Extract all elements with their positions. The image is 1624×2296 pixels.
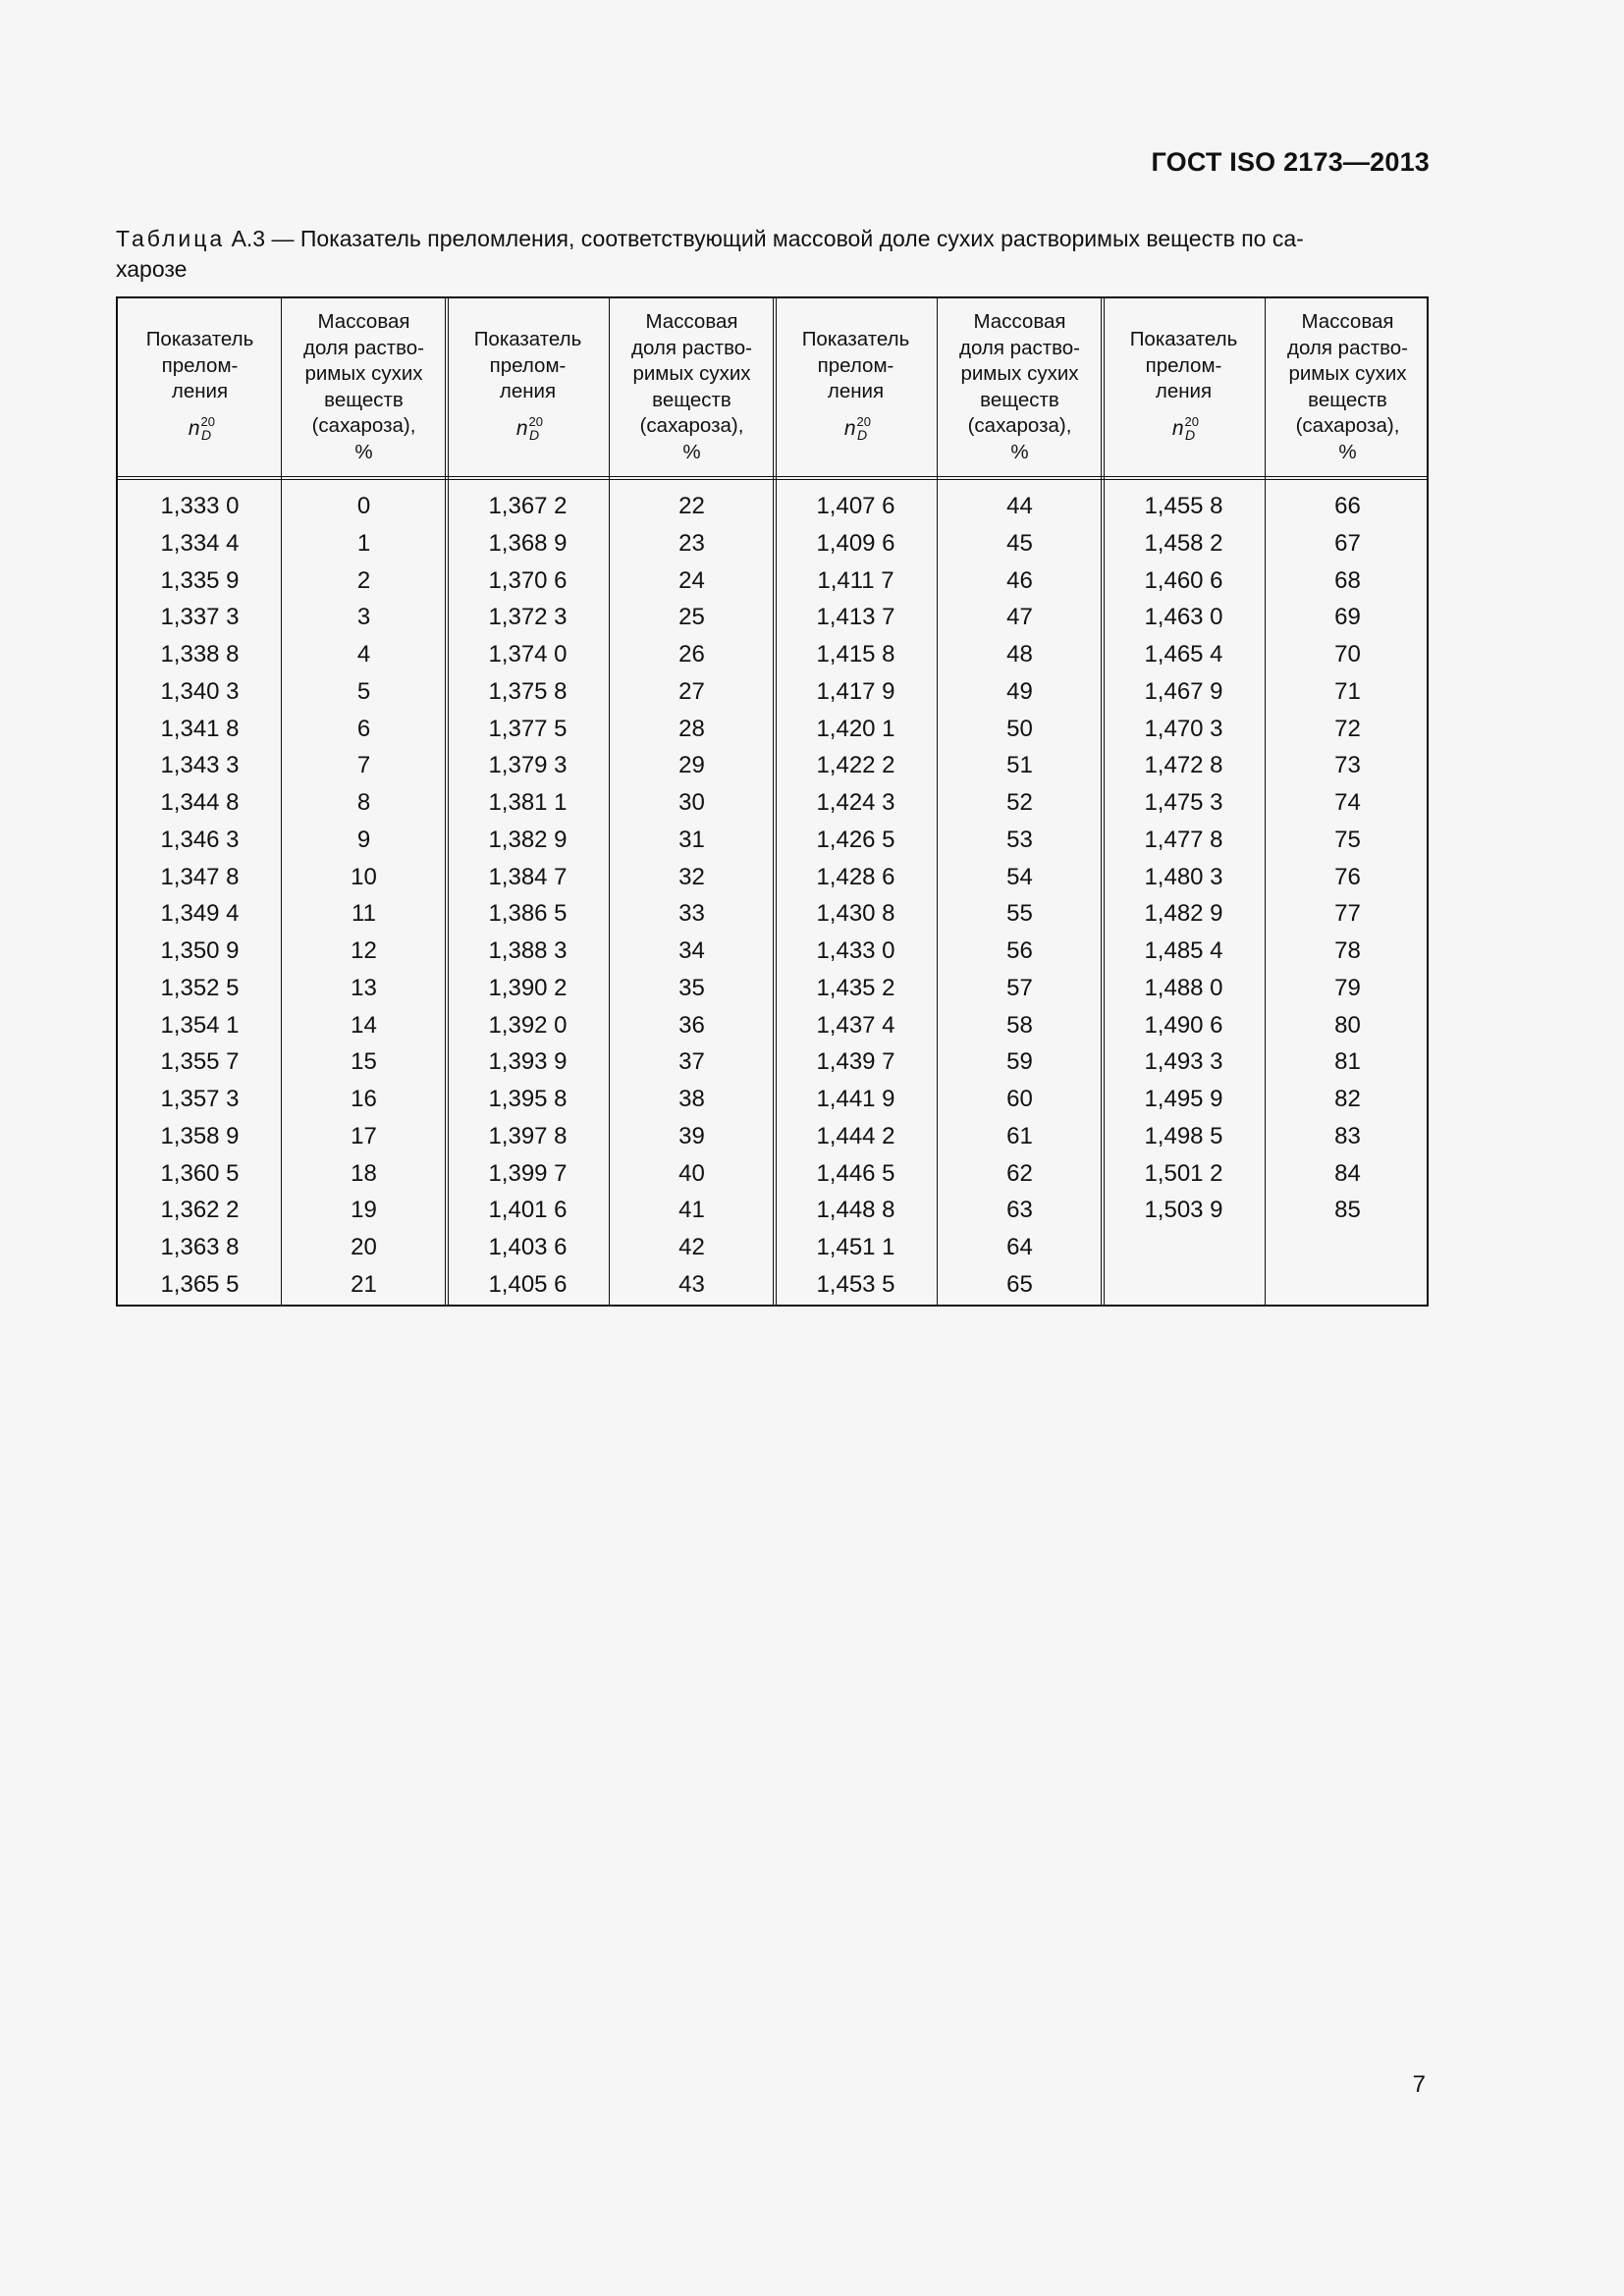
table-cell: 26: [678, 641, 705, 667]
table-cell: 1,367 2: [488, 493, 568, 519]
table-cell: 39: [678, 1122, 705, 1149]
symbol-subscript: D: [529, 426, 540, 443]
table-cell: 1,340 3: [160, 677, 240, 705]
header-line: %: [1338, 440, 1357, 463]
table-cell: 1,472 8: [1144, 752, 1223, 779]
table-cell: 4: [356, 641, 371, 667]
table-cell: 1,441 9: [816, 1086, 895, 1112]
column-mass-fraction: [1266, 488, 1430, 1229]
table-cell: 1,467 9: [1144, 677, 1223, 705]
table-cell: 1,426 5: [816, 826, 895, 853]
symbol-superscript: 20: [856, 413, 872, 429]
table-cell: 83: [1334, 1122, 1361, 1149]
header-line: доля раство-: [303, 336, 424, 359]
table-cell: 1,368 9: [488, 529, 568, 557]
table-cell: 27: [678, 677, 705, 705]
table-cell: 18: [351, 1159, 377, 1187]
table-cell: 54: [1006, 863, 1033, 890]
table-cell: 1,349 4: [160, 900, 240, 928]
table-cell: 65: [1006, 1270, 1033, 1298]
table-cell: 16: [351, 1086, 377, 1112]
refractive-index-symbol: [1171, 409, 1200, 449]
table-cell: 35: [678, 974, 705, 1001]
table-cell: 24: [678, 566, 705, 594]
header-line: веществ: [1308, 388, 1387, 411]
table-cell: 58: [1006, 1011, 1033, 1039]
table-cell: 75: [1334, 826, 1361, 853]
symbol-letter: n: [188, 416, 200, 440]
header-line: прелом-: [817, 353, 894, 377]
column-mass-fraction: [938, 488, 1102, 1304]
table-cell: 1,475 3: [1144, 789, 1223, 816]
header-line: веществ: [980, 388, 1059, 411]
table-cell: 79: [1334, 974, 1361, 1001]
table-cell: 1,379 3: [488, 752, 568, 779]
table-cell: 14: [351, 1011, 377, 1039]
table-cell: 1,372 3: [488, 604, 568, 631]
header-line: ления: [171, 380, 229, 402]
table-cell: 1,334 4: [160, 529, 240, 557]
header-line: %: [1010, 440, 1029, 463]
table-cell: 56: [1006, 937, 1033, 964]
table-cell: 23: [678, 529, 705, 557]
symbol-subscript: D: [1185, 426, 1196, 443]
table-cell: 47: [1006, 604, 1033, 631]
table-cell: 38: [678, 1086, 705, 1112]
table-cell: 3: [356, 604, 371, 631]
table-cell: 1,370 6: [488, 566, 568, 594]
column-mass-fraction: [610, 488, 774, 1304]
header-line: %: [682, 440, 701, 463]
table-cell: 12: [351, 937, 377, 964]
table-cell: 80: [1334, 1011, 1361, 1039]
symbol-subscript: D: [857, 426, 868, 443]
table-cell: 1,337 3: [160, 604, 240, 631]
table-cell: 1: [356, 529, 371, 557]
table-cell: 13: [351, 974, 377, 1001]
table-cell: 0: [356, 493, 371, 519]
table-cell: 1,470 3: [1144, 715, 1223, 742]
table-cell: 73: [1334, 752, 1361, 779]
column-refractive-index: [1102, 488, 1266, 1229]
table-cell: 1,335 9: [160, 566, 240, 594]
table-cell: 64: [1006, 1234, 1033, 1260]
table-cell: 77: [1334, 900, 1361, 928]
symbol-subscript: D: [201, 426, 212, 443]
table-cell: 1,458 2: [1144, 529, 1223, 557]
table-cell: 1,428 6: [816, 863, 895, 890]
header-line: Показатель: [1129, 328, 1238, 350]
table-cell: 67: [1334, 529, 1361, 557]
header-line: римых сухих: [632, 362, 751, 385]
table-cell: 9: [356, 826, 371, 853]
header-refractive-index: [1102, 298, 1266, 476]
header-refractive-index: [118, 298, 282, 476]
table-cell: 1,407 6: [816, 493, 895, 519]
header-line: (сахароза),: [967, 414, 1072, 437]
table-cell: 1,354 1: [160, 1011, 240, 1039]
header-line: Показатель: [145, 328, 254, 350]
table-cell: 61: [1006, 1122, 1033, 1149]
table-cell: 22: [678, 493, 705, 519]
table-cell: 49: [1006, 677, 1033, 705]
table-cell: 29: [678, 752, 705, 779]
table-cell: 1,437 4: [816, 1011, 895, 1039]
header-line: (сахароза),: [311, 414, 416, 437]
header-line: ления: [1155, 380, 1213, 402]
header-refractive-index: [446, 298, 610, 476]
document-code: ГОСТ ISO 2173—2013: [1151, 147, 1430, 177]
table-cell: 81: [1334, 1048, 1361, 1076]
header-line: римых сухих: [960, 362, 1079, 385]
symbol-superscript: 20: [528, 413, 544, 429]
table-cell: 43: [678, 1270, 705, 1298]
table-cell: 5: [356, 677, 371, 705]
table-cell: 76: [1334, 863, 1361, 890]
table-cell: 1,488 0: [1144, 974, 1223, 1001]
table-cell: 1,338 8: [160, 641, 240, 667]
table-cell: 1,381 1: [488, 789, 568, 816]
table-cell: 11: [352, 900, 376, 928]
table-cell: 48: [1006, 641, 1033, 667]
header-mass-fraction: [610, 298, 774, 476]
table-cell: 1,390 2: [488, 974, 568, 1001]
table-cell: 1,343 3: [160, 752, 240, 779]
table-cell: 1,498 5: [1144, 1122, 1223, 1149]
caption-text-continued: харозе: [116, 256, 188, 282]
header-line: Массовая: [645, 310, 738, 333]
column-mass-fraction: [282, 488, 446, 1304]
table-cell: 46: [1006, 566, 1033, 594]
page-number: 7: [1412, 2071, 1426, 2098]
table-cell: 19: [351, 1197, 377, 1224]
table-cell: 1,358 9: [160, 1122, 240, 1149]
table-cell: 1,360 5: [160, 1159, 240, 1187]
table-cell: 60: [1006, 1086, 1033, 1112]
table-cell: 1,365 5: [160, 1270, 240, 1298]
table-cell: 1,463 0: [1144, 604, 1223, 631]
table-cell: 74: [1334, 789, 1361, 816]
table-cell: 1,377 5: [488, 715, 568, 742]
table-cell: 1,341 8: [160, 715, 240, 742]
header-line: ления: [499, 380, 557, 402]
header-line: веществ: [324, 388, 404, 411]
table-cell: 1,501 2: [1144, 1159, 1223, 1187]
table-cell: 1,344 8: [160, 789, 240, 816]
table-cell: 1,422 2: [816, 752, 895, 779]
table-cell: 1,347 8: [160, 863, 240, 890]
header-line: доля раство-: [1287, 336, 1408, 359]
header-line: веществ: [652, 388, 731, 411]
table-cell: 1,397 8: [488, 1122, 568, 1149]
table-cell: 84: [1334, 1159, 1361, 1187]
table-cell: 1,363 8: [160, 1234, 240, 1260]
table-cell: 1,455 8: [1144, 493, 1223, 519]
table-cell: 1,460 6: [1144, 566, 1223, 594]
table-cell: 1,384 7: [488, 863, 568, 890]
table-cell: 21: [351, 1270, 377, 1298]
symbol-letter: n: [1171, 416, 1184, 440]
table-cell: 1,493 3: [1144, 1048, 1223, 1076]
table-cell: 25: [678, 604, 705, 631]
table-cell: 72: [1334, 715, 1361, 742]
header-line: %: [354, 440, 373, 463]
header-refractive-index: [774, 298, 938, 476]
table-cell: 63: [1006, 1197, 1033, 1224]
refractive-index-symbol: [515, 409, 544, 449]
table-cell: 1,503 9: [1144, 1197, 1223, 1224]
symbol-superscript: 20: [1184, 413, 1200, 429]
table-cell: 68: [1334, 566, 1361, 594]
table-cell: 1,346 3: [160, 826, 240, 853]
caption-text: А.3 — Показатель преломления, соответствующий массовой доле сухих растворимых веществ по са-: [231, 226, 1304, 251]
header-line: прелом-: [1145, 353, 1222, 377]
table-cell: 1,420 1: [816, 715, 895, 742]
table-cell: 20: [351, 1234, 377, 1260]
table-cell: 82: [1334, 1086, 1361, 1112]
table-cell: 37: [678, 1048, 705, 1076]
table-cell: 30: [678, 789, 705, 816]
table-cell: 1,465 4: [1144, 641, 1223, 667]
table-cell: 10: [351, 863, 377, 890]
table-cell: 85: [1334, 1197, 1361, 1224]
symbol-superscript: 20: [200, 413, 216, 429]
header-line: римых сухих: [1288, 362, 1407, 385]
table-cell: 1,413 7: [816, 604, 895, 631]
table-cell: 1,415 8: [816, 641, 895, 667]
header-line: прелом-: [161, 353, 239, 377]
table-cell: 53: [1006, 826, 1033, 853]
header-line: Массовая: [1301, 310, 1394, 333]
table-cell: 40: [678, 1159, 705, 1187]
table-cell: 15: [351, 1048, 377, 1076]
header-line: ления: [827, 380, 885, 402]
table-cell: 31: [678, 826, 705, 853]
table-cell: 1,477 8: [1144, 826, 1223, 853]
table-cell: 69: [1334, 604, 1361, 631]
table-cell: 45: [1006, 529, 1033, 557]
table-cell: 1,490 6: [1144, 1011, 1223, 1039]
table-cell: 1,433 0: [816, 937, 895, 964]
header-line: (сахароза),: [639, 414, 744, 437]
table-cell: 62: [1006, 1159, 1033, 1187]
refractive-index-symbol: [188, 409, 216, 449]
table-cell: 1,388 3: [488, 937, 568, 964]
table-cell: 1,409 6: [816, 529, 895, 557]
table-cell: 1,482 9: [1144, 900, 1223, 928]
table-cell: 1,451 1: [816, 1234, 895, 1260]
table-cell: 8: [356, 789, 371, 816]
table-cell: 71: [1334, 677, 1361, 705]
table-cell: 1,411 7: [817, 566, 894, 594]
table-cell: 1,444 2: [816, 1122, 895, 1149]
header-line: прелом-: [489, 353, 567, 377]
table-cell: 1,401 6: [488, 1197, 568, 1224]
table-cell: 1,417 9: [816, 677, 895, 705]
caption-label: Таблица: [116, 226, 226, 251]
table-cell: 36: [678, 1011, 705, 1039]
table-cell: 1,382 9: [488, 826, 568, 853]
table-cell: 1,355 7: [160, 1048, 240, 1076]
table-cell: 51: [1006, 752, 1033, 779]
table-cell: 44: [1006, 493, 1033, 519]
table-cell: 1,435 2: [816, 974, 895, 1001]
table-cell: 7: [356, 752, 371, 779]
table-cell: 1,430 8: [816, 900, 895, 928]
table-cell: 1,446 5: [816, 1159, 895, 1187]
table-cell: 2: [356, 566, 371, 594]
table-cell: 1,495 9: [1144, 1086, 1223, 1112]
table-cell: 1,352 5: [160, 974, 240, 1001]
table-cell: 17: [351, 1122, 377, 1149]
header-line: римых сухих: [304, 362, 423, 385]
header-mass-fraction: [938, 298, 1102, 476]
table-cell: 32: [678, 863, 705, 890]
table-cell: 59: [1006, 1048, 1033, 1076]
table-cell: 55: [1006, 900, 1033, 928]
table-cell: 1,453 5: [816, 1270, 895, 1298]
table-cell: 1,405 6: [488, 1270, 568, 1298]
table-cell: 57: [1006, 974, 1033, 1001]
table-cell: 1,393 9: [488, 1048, 568, 1076]
table-caption: [116, 224, 1428, 285]
table-cell: 1,374 0: [488, 641, 568, 667]
table-cell: 78: [1334, 937, 1361, 964]
symbol-letter: n: [843, 416, 856, 440]
table-cell: 50: [1006, 715, 1033, 742]
header-line: доля раство-: [959, 336, 1080, 359]
refractive-index-table: [116, 296, 1429, 1307]
header-line: Показатель: [801, 328, 910, 350]
header-mass-fraction: [1266, 298, 1430, 476]
table-cell: 1,424 3: [816, 789, 895, 816]
table-cell: 1,485 4: [1144, 937, 1223, 964]
header-line: (сахароза),: [1295, 414, 1400, 437]
header-line: Массовая: [973, 310, 1066, 333]
table-cell: 6: [356, 715, 371, 742]
table-cell: 1,395 8: [488, 1086, 568, 1112]
table-cell: 1,386 5: [488, 900, 568, 928]
symbol-letter: n: [515, 416, 528, 440]
table-cell: 28: [678, 715, 705, 742]
table-cell: 34: [678, 937, 705, 964]
table-cell: 52: [1006, 789, 1033, 816]
header-line: доля раство-: [631, 336, 752, 359]
header-line: Массовая: [317, 310, 410, 333]
table-cell: 1,333 0: [160, 493, 240, 519]
table-cell: 33: [678, 900, 705, 928]
table-cell: 1,399 7: [488, 1159, 568, 1187]
header-mass-fraction: [282, 298, 446, 476]
table-cell: 1,448 8: [816, 1197, 895, 1224]
table-cell: 66: [1334, 493, 1361, 519]
header-line: Показатель: [473, 328, 582, 350]
column-refractive-index: [774, 488, 938, 1304]
table-cell: 41: [678, 1197, 705, 1224]
column-refractive-index: [446, 488, 610, 1304]
table-cell: 1,392 0: [488, 1011, 568, 1039]
refractive-index-symbol: [843, 409, 872, 449]
table-cell: 1,403 6: [488, 1234, 568, 1260]
table-cell: 70: [1334, 641, 1361, 667]
table-cell: 1,357 3: [160, 1086, 240, 1112]
table-cell: 1,480 3: [1144, 863, 1223, 890]
table-cell: 1,350 9: [160, 937, 240, 964]
table-cell: 42: [678, 1234, 705, 1260]
column-refractive-index: [118, 488, 282, 1304]
table-cell: 1,439 7: [816, 1048, 895, 1076]
table-cell: 1,375 8: [488, 677, 568, 705]
table-cell: 1,362 2: [160, 1197, 240, 1224]
